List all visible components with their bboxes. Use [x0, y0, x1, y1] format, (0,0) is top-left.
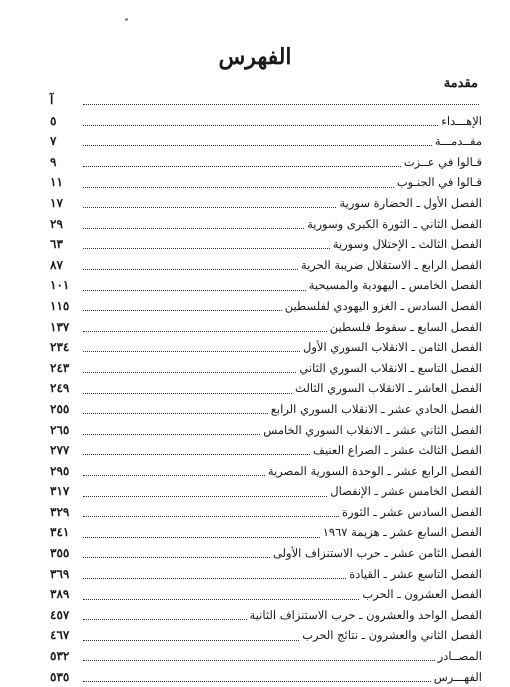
toc-row	[50, 564, 482, 585]
toc-row	[50, 543, 482, 564]
toc-page-number: ١٣٧	[50, 319, 70, 334]
toc-page-number: ٢٧٧	[50, 443, 70, 458]
dot-leader	[83, 136, 432, 146]
toc-entry-label: الفصل الثالث ـ الإحتلال وسورية	[332, 237, 482, 252]
dot-leader	[83, 466, 265, 476]
toc-entry-label: مقــدمـــة	[434, 134, 482, 149]
dot-leader	[83, 219, 304, 229]
toc-page-number: ٢٤٣	[50, 360, 70, 375]
toc-page-number: ٢٩	[50, 216, 63, 231]
toc-row	[50, 111, 482, 132]
toc-row	[50, 214, 482, 235]
dot-leader	[83, 672, 431, 682]
toc-row	[50, 90, 482, 111]
toc-row	[50, 646, 482, 667]
dot-leader	[83, 281, 306, 291]
toc-entry-label: الفصل الخامس عشر ـ الإنفصال	[330, 484, 482, 499]
toc-page-number: ٣٤١	[50, 525, 70, 540]
toc-row	[50, 461, 482, 482]
toc-page-number: ٣١٧	[50, 484, 70, 499]
toc-page-number: ٢٥٥	[50, 401, 70, 416]
toc-page-number: ١٠١	[50, 278, 70, 293]
toc-entry-label: الفصل السادس عشر ـ الثورة	[342, 504, 482, 519]
toc-row	[50, 131, 482, 152]
toc-page-number: ٤٦٧	[50, 628, 70, 643]
toc-entry-label: الفصل الحادي عشر ـ الانقلاب السوري الرابع	[270, 401, 482, 416]
toc-entry-label: الفصل الثالث عشر ـ الصراع العنيف	[313, 443, 482, 458]
toc-row	[50, 378, 482, 399]
dot-leader	[83, 631, 299, 641]
dot-leader	[83, 95, 479, 105]
toc-page-number: ٨٧	[50, 257, 63, 272]
dot-leader	[83, 178, 394, 188]
toc-page-number: آ	[50, 93, 54, 107]
toc-row	[50, 193, 482, 214]
toc-page-number: ٢٤٩	[50, 381, 70, 396]
dot-leader	[83, 507, 339, 517]
toc-entry-label: المصــادر	[437, 649, 482, 664]
dot-leader	[83, 548, 270, 558]
toc-page-number: ١٧	[50, 195, 63, 210]
table-of-contents	[50, 74, 482, 687]
toc-row	[50, 522, 482, 543]
dot-leader	[83, 404, 268, 414]
toc-page-number: ١١٥	[50, 298, 70, 313]
toc-page-number: ٢٩٥	[50, 463, 70, 478]
dot-leader	[83, 651, 435, 661]
toc-row	[50, 317, 482, 338]
toc-row	[50, 234, 482, 255]
toc-page-number: ٩	[50, 154, 57, 169]
toc-entry-label: الفصل الأول ـ الحضارة سورية	[339, 195, 482, 210]
toc-page-number: ١١	[50, 175, 63, 190]
toc-page-number: ٣٢٩	[50, 504, 70, 519]
toc-entry-label: قـالوا في الجنـوب	[396, 175, 482, 190]
dot-leader	[83, 116, 438, 126]
toc-entry-label: الفصل العاشر ـ الانقلاب السوري الثالث	[295, 381, 482, 396]
dot-leader	[83, 322, 327, 332]
toc-entry-label: الفصل السابع ـ سقوط فلسطين	[329, 319, 482, 334]
dot-leader	[83, 487, 327, 497]
toc-entry-label: الفصل الثامن عشر ـ حرب الاستنزاف الأولى	[272, 546, 482, 561]
toc-page-number: ٢٣٤	[50, 340, 70, 355]
dot-leader	[83, 363, 296, 373]
toc-row	[50, 358, 482, 379]
toc-page-number: ٣٨٩	[50, 587, 70, 602]
toc-page-number: ٥٣٥	[50, 669, 70, 684]
toc-entry-label: الفصل الرابع ـ الاستقلال ضريبة الحرية	[300, 257, 482, 272]
toc-row	[50, 605, 482, 626]
toc-row	[50, 172, 482, 193]
toc-section-heading: مقدمة	[443, 76, 478, 91]
toc-page-number: ٣٥٥	[50, 546, 70, 561]
toc-entry-label: الفصل التاسع ـ الانقلاب السوري الثاني	[299, 360, 482, 375]
toc-entry-label: الفصل التاسع عشر ـ القيادة	[349, 566, 482, 581]
dot-leader	[83, 445, 310, 455]
toc-row	[50, 296, 482, 317]
dot-leader	[83, 260, 298, 270]
toc-entry-label: الفصل السابع عشر ـ هزيمة ١٩٦٧	[322, 525, 482, 540]
dot-leader	[83, 569, 346, 579]
page-title: الفهرس	[218, 44, 292, 70]
toc-entry-label: الفصل العشرون ـ الحرب	[362, 587, 482, 602]
toc-entry-label: الفصل الواحد والعشرون ـ حرب الاستنزاف الثانية	[249, 607, 482, 622]
toc-entry-label: الإهـــداء	[441, 113, 482, 128]
dot-leader	[83, 301, 282, 311]
toc-row	[50, 152, 482, 173]
toc-row	[50, 584, 482, 605]
toc-row	[50, 420, 482, 441]
toc-entry-label: الفصل الثاني والعشرون ـ نتائج الحرب	[302, 628, 482, 643]
toc-page-number: ٦٣	[50, 237, 63, 252]
toc-page-number: ٥٣٢	[50, 649, 70, 664]
toc-entry-label: الفصل الثامن ـ الانقلاب السوري الأول	[302, 340, 482, 355]
toc-entry-label: قـالوا في عــزت	[403, 154, 482, 169]
toc-entry-label: الفصل الثاني عشر ـ الانقلاب السوري الخامس	[263, 422, 482, 437]
toc-row	[50, 399, 482, 420]
dot-leader	[83, 342, 300, 352]
toc-row	[50, 255, 482, 276]
toc-row	[50, 275, 482, 296]
toc-entry-label: الفصل السادس ـ الغزو اليهودي لفلسطين	[284, 298, 482, 313]
toc-entry-label: الفصل الرابع عشر ـ الوحدة السورية المصرية	[267, 463, 482, 478]
toc-row	[50, 337, 482, 358]
dot-leader	[83, 610, 247, 620]
toc-page-number: ٥	[50, 113, 57, 128]
dot-leader	[83, 239, 330, 249]
dot-leader	[83, 528, 320, 538]
toc-row	[50, 502, 482, 523]
toc-row	[50, 625, 482, 646]
toc-row	[50, 440, 482, 461]
scan-speck	[125, 18, 128, 21]
toc-row	[50, 667, 482, 687]
toc-entries	[50, 111, 482, 687]
toc-entry-label: الفصل الخامس ـ اليهودية والمسيحية	[308, 278, 482, 293]
toc-page-number: ٣٦٩	[50, 566, 70, 581]
dot-leader	[83, 157, 401, 167]
toc-page-number: ٧	[50, 134, 57, 149]
toc-row	[50, 481, 482, 502]
dot-leader	[83, 590, 359, 600]
dot-leader	[83, 198, 336, 208]
toc-entry-label: الفصل الثاني ـ الثورة الكبرى وسورية	[307, 216, 482, 231]
toc-page-number: ٢٦٥	[50, 422, 70, 437]
dot-leader	[83, 425, 260, 435]
toc-page-number: ٤٥٧	[50, 607, 70, 622]
toc-entry-label: الفهـــرس	[433, 669, 482, 684]
dot-leader	[83, 384, 292, 394]
